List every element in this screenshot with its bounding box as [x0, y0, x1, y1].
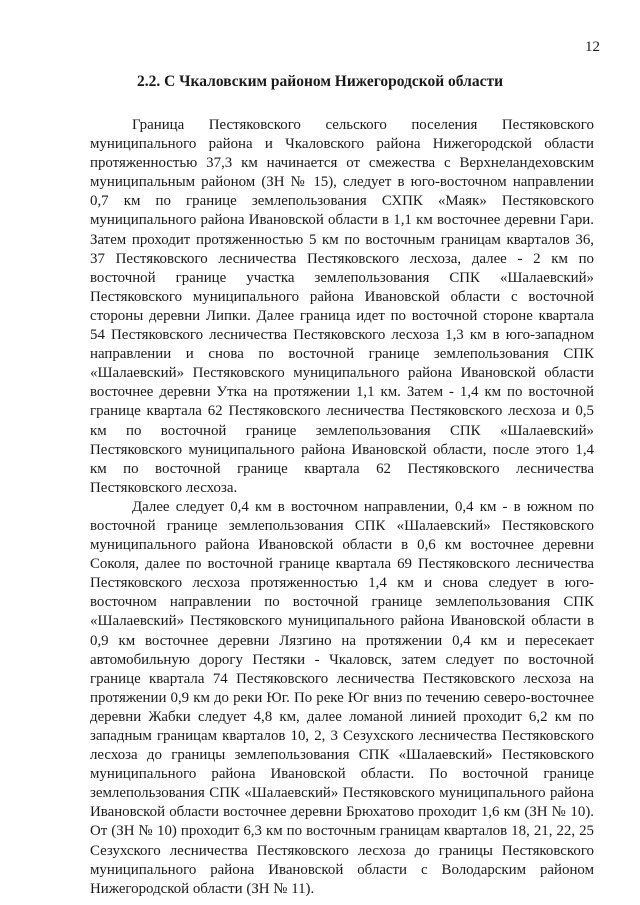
paragraph-boundary-start: Граница Пестяковского сельского поселения Пестяковского муниципального района и Чкаловского района Нижегородской области протяженностью 37,3 км начинается от смежества с Верхнеландеховским муниципальным районом (ЗН № 15), следует в юго-восточном направлении 0,7 км по границе землепользования СХПК «Маяк» Пестяковского муниципального района Ивановской области в 1,1 км восточнее деревни Гари. Затем проходит протяженностью 5 км по восточным границам кварталов 36, 37 Пестяковского лесничества Пестяковского лесхоза, далее - 2 км по восточной границе участка землепользования СПК «Шалаевский» Пестяковского муниципального района Ивановской области с восточной стороны деревни Липки. Далее граница идет по восточной стороне квартала 54 Пестяковского лесничества Пестяковского лесхоза 1,3 км в юго-западном направлении и снова по восточной границе землепользования СПК «Шалаевский» Пестяковского муниципального района Ивановской области восточнее деревни Утка на протяжении 1,1 км. Затем - 1,4 км по восточной границе квартала 62 Пестяковского лесничества Пестяковского лесхоза и 0,5 км по восточной границе землепользования СПК «Шалаевский» Пестяковского муниципального района Ивановской области, после этого 1,4 км по восточной границе квартала 62 Пестяковского лесничества Пестяковского лесхоза.: [90, 117, 594, 496]
paragraph-boundary-continuation: Далее следует 0,4 км в восточном направлении, 0,4 км - в южном по восточной границе землепользования СПК «Шалаевский» Пестяковского муниципального района Ивановской области в 0,6 км восточнее деревни Соколя, далее по восточной границе квартала 69 Пестяковского лесничества Пестяковского лесхоза протяженностью 1,4 км и снова следует в юго-восточном направлении по восточной границе землепользования СПК «Шалаевский» Пестяковского муниципального района Ивановской области в 0,9 км восточнее деревни Лязгино на протяжении 0,4 км и пересекает автомобильную дорогу Пестяки - Чкаловск, затем следует по восточной границе квартала 74 Пестяковского лесничества Пестяковского лесхоза на протяжении 0,9 км до реки Юг. По реке Юг вниз по течению северо-восточнее деревни Жабки следует 4,8 км, далее ломаной линией проходит 6,2 км по западным границам кварталов 10, 2, 3 Сезухского лесничества Пестяковского лесхоза до границы землепользования СПК «Шалаевский» Пестяковского муниципального района Ивановской области. По восточной границе землепользования СПК «Шалаевский» Пестяковского муниципального района Ивановской области восточнее деревни Брюхатово проходит 1,6 км (ЗН № 10). От (ЗН № 10) проходит 6,3 км по восточным границам кварталов 18, 21, 22, 25 Сезухского лесничества Пестяковского лесхоза до границы Пестяковского муниципального района Ивановской области с Володарским районом Нижегородской области (ЗН № 11).: [90, 498, 594, 897]
section-heading: 2.2. С Чкаловским районом Нижегородской области: [136, 73, 504, 90]
body-text: [90, 116, 594, 899]
page-number: 12: [585, 39, 600, 55]
